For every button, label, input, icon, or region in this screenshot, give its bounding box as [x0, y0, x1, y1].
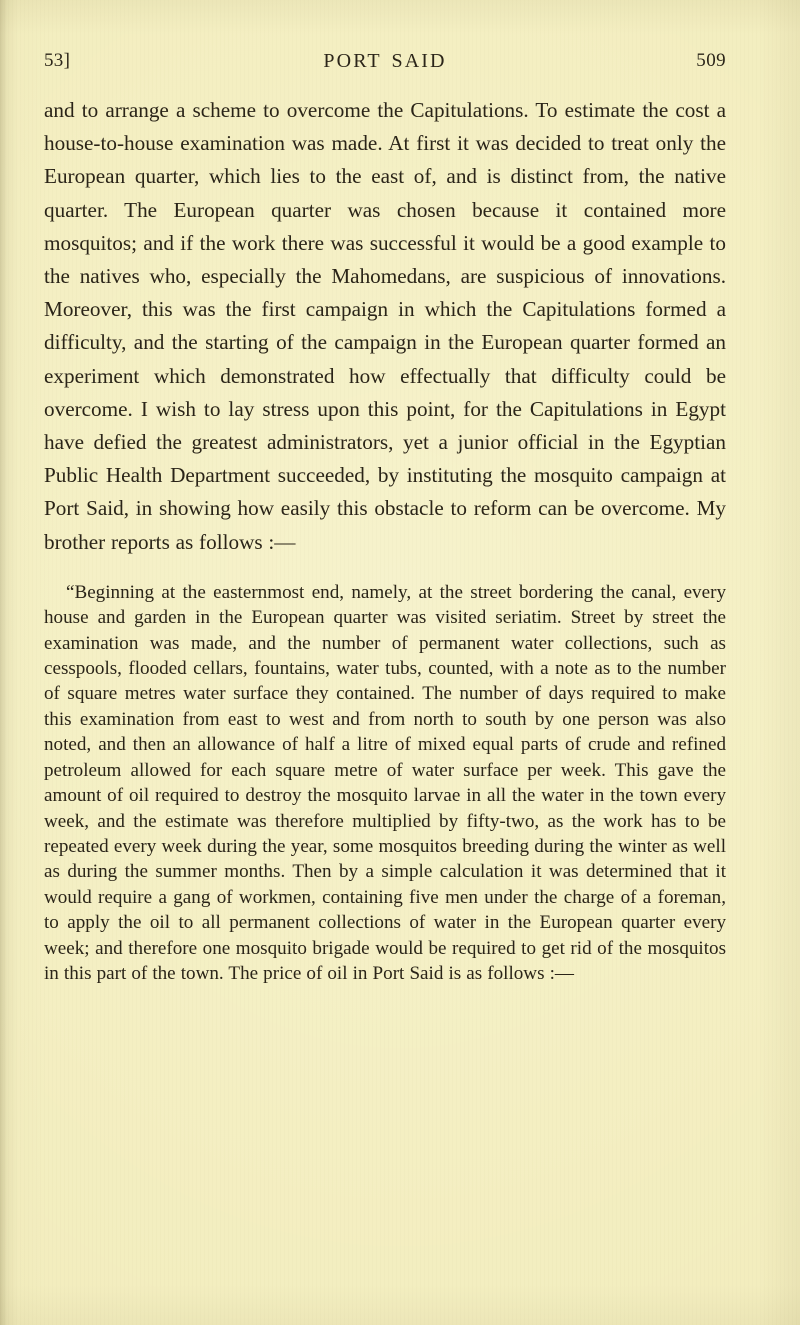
- signature-mark: 53]: [44, 50, 71, 71]
- page-number: 509: [696, 50, 726, 71]
- quoted-extract: “Beginning at the easternmost end, namely, at the street bordering the canal, every house and garden in the European quarter was visited seriatim. Street by street the examination was made, and the number of permanent water collections, such as cesspools, flooded cellars, fountains, water tubs, counted, with a note as to the number of square metres water surface they contained. The number of days required to make this examination from east to west and from north to south by one person was also noted, and then an allowance of half a litre of mixed equal parts of crude and refined petroleum allowed for each square metre of water surface per week. This gave the amount of oil required to destroy the mosquito larvae in all the water in the town every week, and the estimate was therefore multiplied by fifty-two, as the work has to be repeated every week during the year, some mosquitos breeding during the winter as well as during the summer months. Then by a simple calculation it was determined that it would require a gang of workmen, containing five men under the charge of a foreman, to apply the oil to all permanent collections of water in the European quarter every week; and therefore one mosquito brigade would be required to get rid of the mosquitos in this part of the town. The price of oil in Port Said is as follows :—: [44, 581, 726, 984]
- body-paragraph: and to arrange a scheme to overcome the Capitulations. To estimate the cost a house-to-house examination was made. At first it was decided to treat only the European quarter, which lies to the east of, and is distinct from, the native quarter. The European quarter was chosen because it contained more mosquitos; and if the work there was successful it would be a good example to the natives who, especially the Mahomedans, are suspicious of innovations. Moreover, this was the first campaign in which the Capitulations formed a difficulty, and the starting of the campaign in the European quarter formed an experiment which demonstrated how effectually that difficulty could be overcome. I wish to lay stress upon this point, for the Capitulations in Egypt have defied the greatest administrators, yet a junior official in the Egyptian Public Health Department succeeded, by instituting the mosquito campaign at Port Said, in showing how easily this obstacle to reform can be overcome. My brother reports as follows :—: [44, 98, 726, 554]
- running-head: [44, 50, 726, 94]
- text-block: [44, 0, 726, 986]
- page-title: PORT SAID: [323, 50, 447, 72]
